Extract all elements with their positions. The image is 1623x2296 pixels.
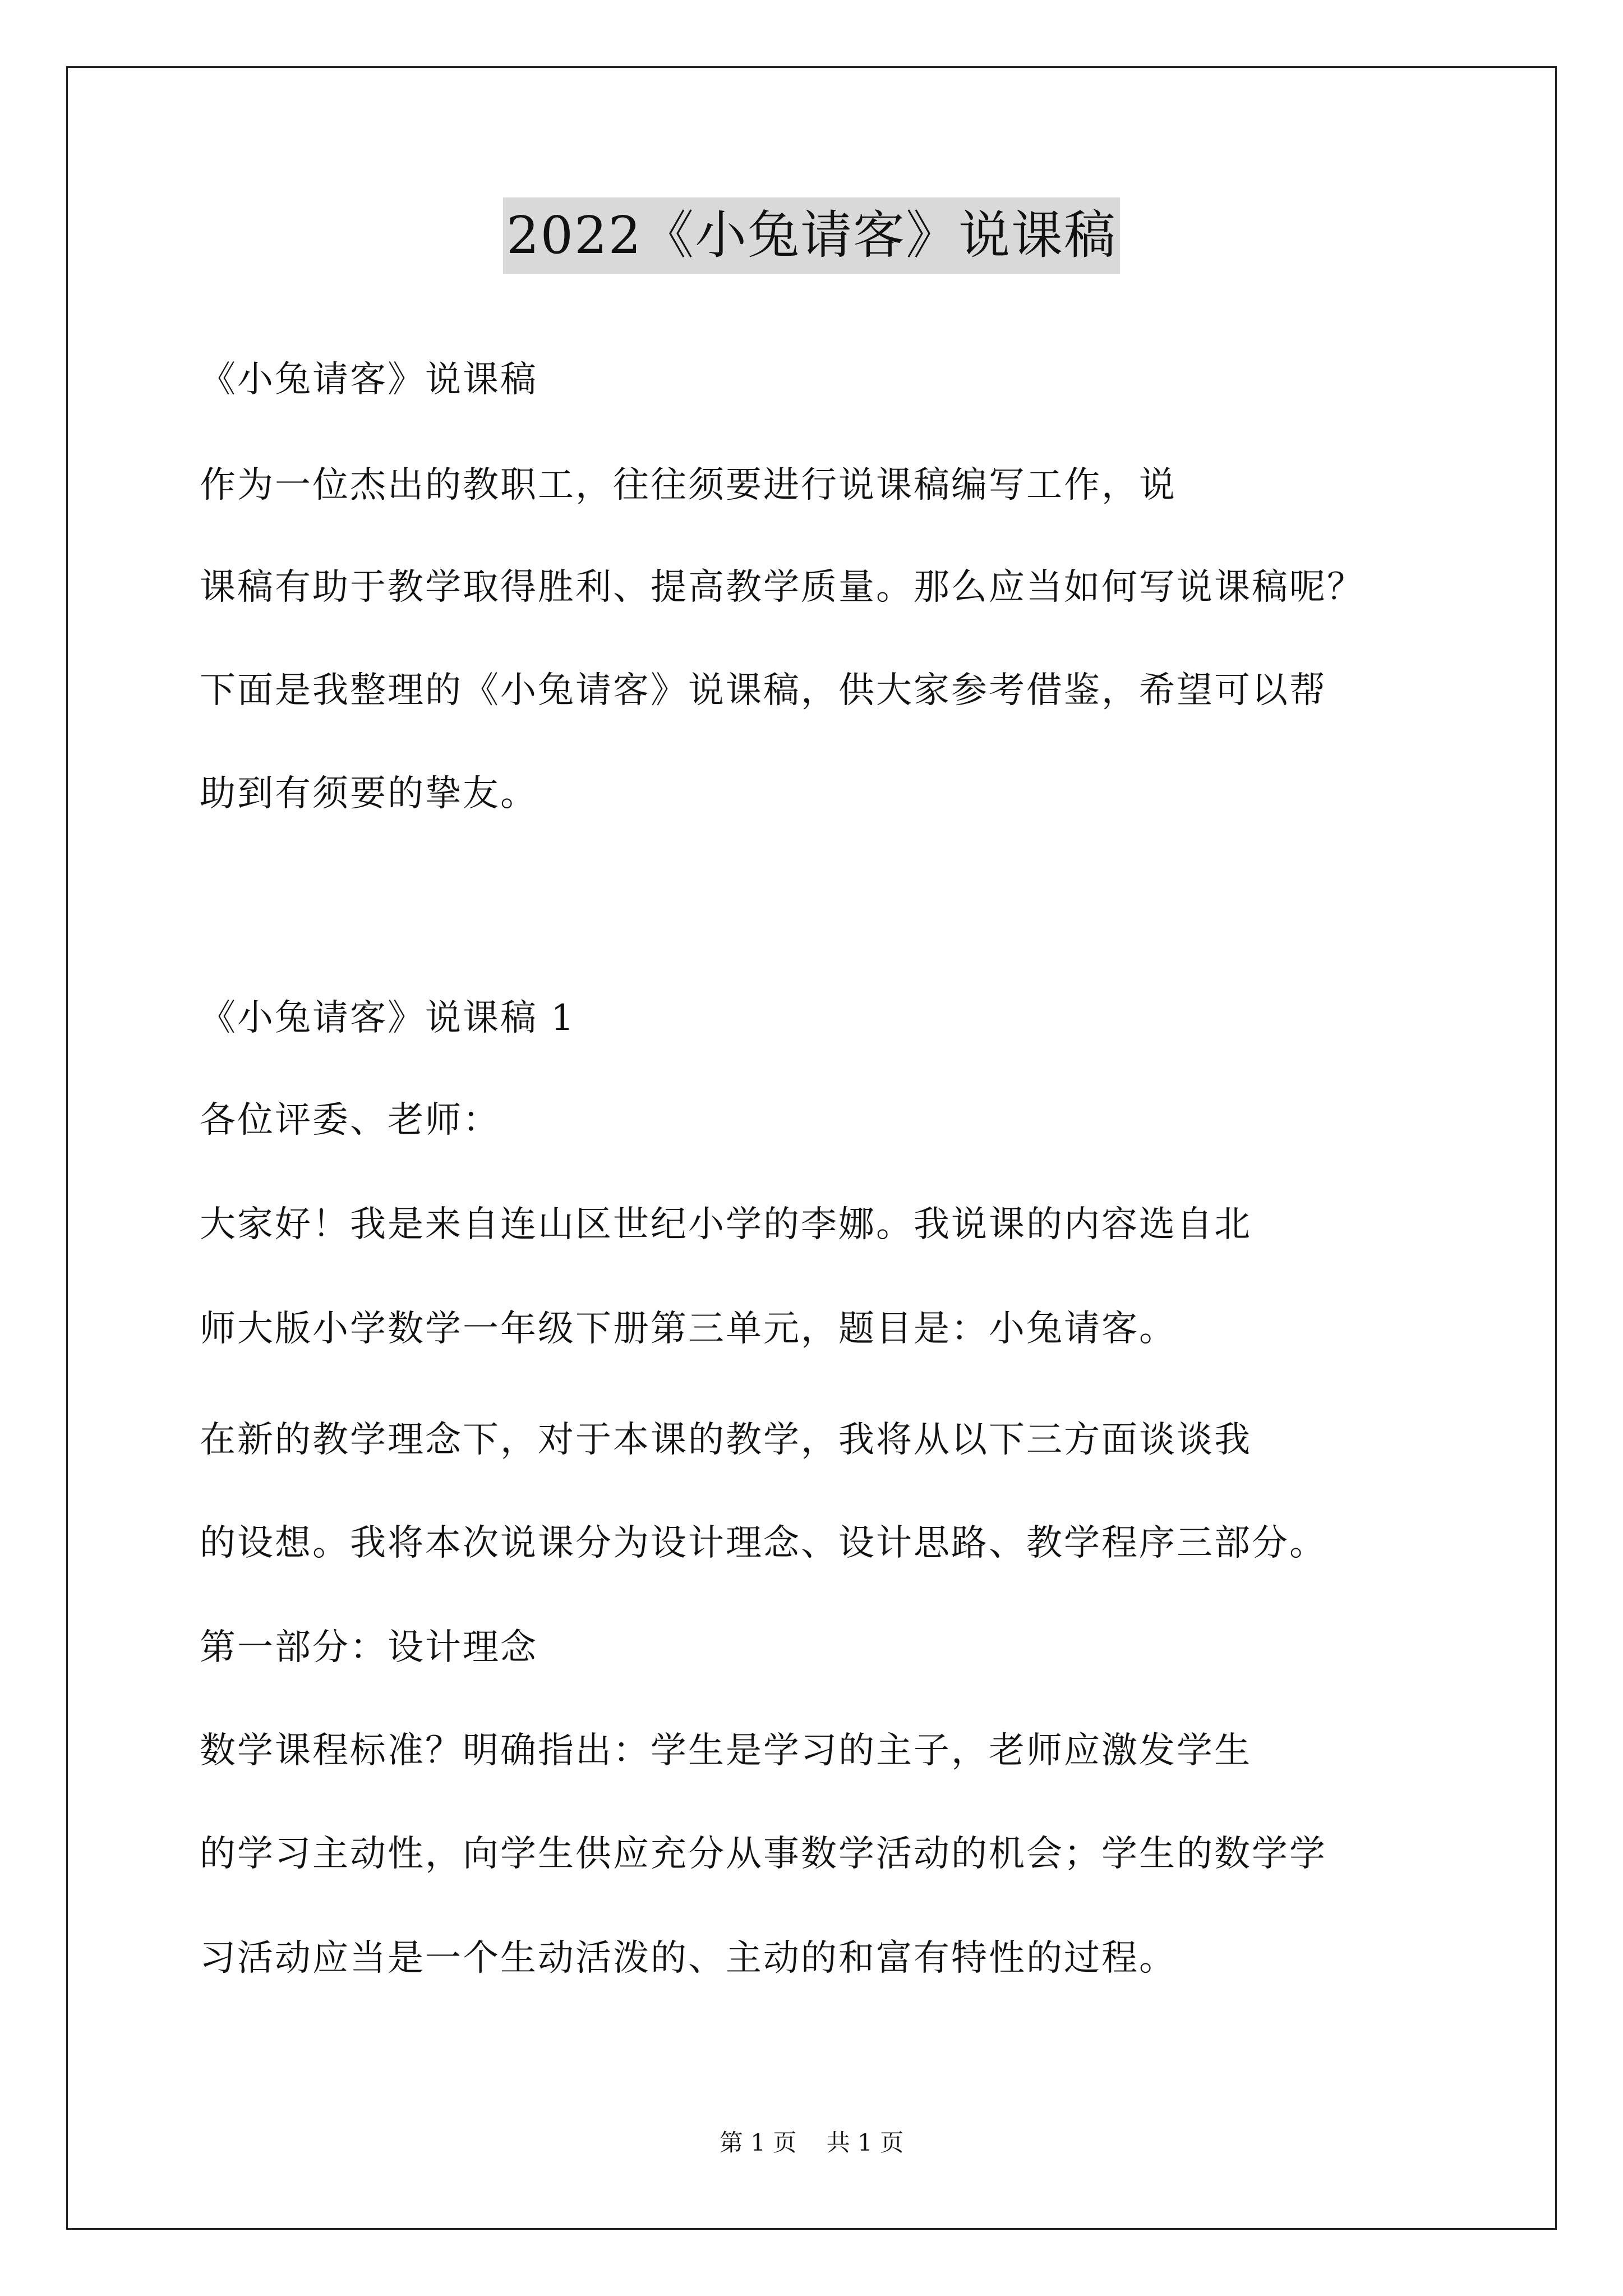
intro-line-2: 课稿有助于教学取得胜利、提高教学质量。那么应当如何写说课稿呢？ <box>200 567 1364 608</box>
paragraph-line-2: 师大版小学数学一年级下册第三单元，题目是：小兔请客。 <box>200 1308 1177 1350</box>
part-heading: 第一部分：设计理念 <box>200 1627 538 1668</box>
section-heading: 《小兔请客》说课稿 1 <box>200 997 576 1039</box>
intro-line-1: 作为一位杰出的教职工，往往须要进行说课稿编写工作，说 <box>200 464 1177 506</box>
intro-line-4: 助到有须要的挚友。 <box>200 773 538 815</box>
salutation-line: 各位评委、老师： <box>200 1099 500 1141</box>
paragraph-line-4: 的设想。我将本次说课分为设计理念、设计思路、教学程序三部分。 <box>200 1522 1327 1564</box>
intro-line-3: 下面是我整理的《小兔请客》说课稿，供大家参考借鉴，希望可以帮 <box>200 670 1327 711</box>
subtitle-line: 《小兔请客》说课稿 <box>200 359 538 401</box>
paragraph-line-6: 的学习主动性，向学生供应充分从事数学活动的机会；学生的数学学 <box>200 1833 1327 1875</box>
title-container <box>0 197 1623 274</box>
paragraph-line-5: 数学课程标准？明确指出：学生是学习的主子，老师应激发学生 <box>200 1730 1252 1772</box>
page-footer: 第 1 页 共 1 页 <box>719 2129 904 2156</box>
paragraph-line-3: 在新的教学理念下，对于本课的教学，我将从以下三方面谈谈我 <box>200 1419 1252 1461</box>
paragraph-line-1: 大家好！我是来自连山区世纪小学的李娜。我说课的内容选自北 <box>200 1204 1252 1245</box>
document-title: 2022《小兔请客》说课稿 <box>503 197 1120 274</box>
paragraph-line-7: 习活动应当是一个生动活泼的、主动的和富有特性的过程。 <box>200 1938 1177 1979</box>
